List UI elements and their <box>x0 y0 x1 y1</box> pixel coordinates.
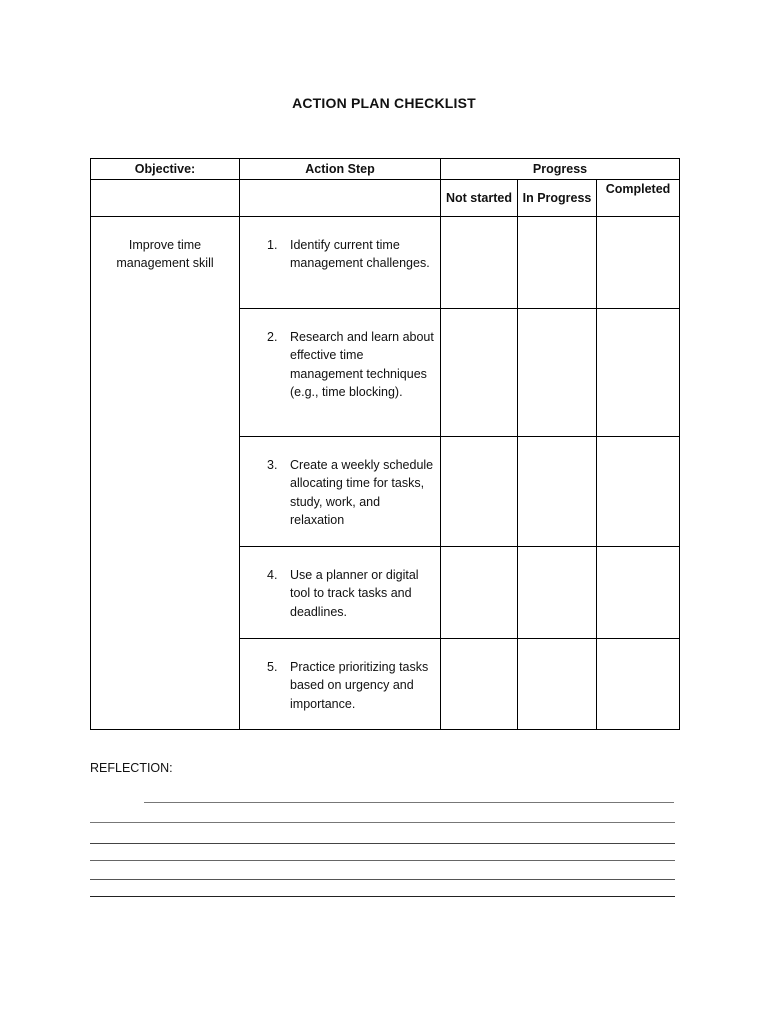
objective-cell: Improve time management skill <box>91 217 240 730</box>
action-step-cell <box>240 639 441 730</box>
action-step <box>267 566 436 621</box>
step-text: Research and learn about effective time management techniques (e.g., time blocking). <box>290 330 434 399</box>
action-step-cell <box>240 437 441 547</box>
in-progress-checkbox-cell[interactable] <box>518 309 597 437</box>
action-step-header-spacer <box>240 180 441 217</box>
not-started-checkbox-cell[interactable] <box>441 217 518 309</box>
action-step-cell <box>240 217 441 309</box>
action-step-cell <box>240 547 441 639</box>
reflection-line[interactable] <box>90 896 675 897</box>
completed-checkbox-cell[interactable] <box>597 309 680 437</box>
step-text: Practice prioritizing tasks based on urgency and importance. <box>290 660 429 711</box>
action-step <box>267 328 436 401</box>
reflection-line[interactable] <box>90 879 675 880</box>
action-step-cell <box>240 309 441 437</box>
objective-header: Objective: <box>91 159 240 180</box>
step-text: Use a planner or digital tool to track tasks and deadlines. <box>290 568 419 619</box>
step-text: Identify current time management challenges. <box>290 238 430 271</box>
completed-checkbox-cell[interactable] <box>597 217 680 309</box>
completed-checkbox-cell[interactable] <box>597 437 680 547</box>
reflection-line[interactable] <box>90 860 675 861</box>
progress-header: Progress <box>441 159 680 180</box>
completed-header: Completed <box>597 180 680 217</box>
reflection-label: REFLECTION: <box>90 761 173 775</box>
action-step-header: Action Step <box>240 159 441 180</box>
step-number: 2. <box>267 330 278 344</box>
step-number: 5. <box>267 660 278 674</box>
in-progress-header: In Progress <box>518 180 597 217</box>
step-text: Create a weekly schedule allocating time for tasks, study, work, and relaxation <box>290 458 434 527</box>
objective-header-spacer <box>91 180 240 217</box>
reflection-line[interactable] <box>90 843 675 844</box>
in-progress-checkbox-cell[interactable] <box>518 217 597 309</box>
page-title: ACTION PLAN CHECKLIST <box>292 95 476 111</box>
not-started-checkbox-cell[interactable] <box>441 639 518 730</box>
not-started-checkbox-cell[interactable] <box>441 437 518 547</box>
reflection-line[interactable] <box>90 822 675 823</box>
not-started-checkbox-cell[interactable] <box>441 309 518 437</box>
completed-checkbox-cell[interactable] <box>597 639 680 730</box>
action-step <box>267 456 436 529</box>
not-started-header: Not started <box>441 180 518 217</box>
step-number: 3. <box>267 458 278 472</box>
step-number: 4. <box>267 568 278 582</box>
step-number: 1. <box>267 238 278 252</box>
completed-checkbox-cell[interactable] <box>597 547 680 639</box>
in-progress-checkbox-cell[interactable] <box>518 437 597 547</box>
action-step <box>267 236 436 273</box>
action-plan-table <box>90 158 680 730</box>
reflection-line[interactable] <box>144 802 674 803</box>
not-started-checkbox-cell[interactable] <box>441 547 518 639</box>
in-progress-checkbox-cell[interactable] <box>518 639 597 730</box>
in-progress-checkbox-cell[interactable] <box>518 547 597 639</box>
action-step <box>267 658 436 713</box>
